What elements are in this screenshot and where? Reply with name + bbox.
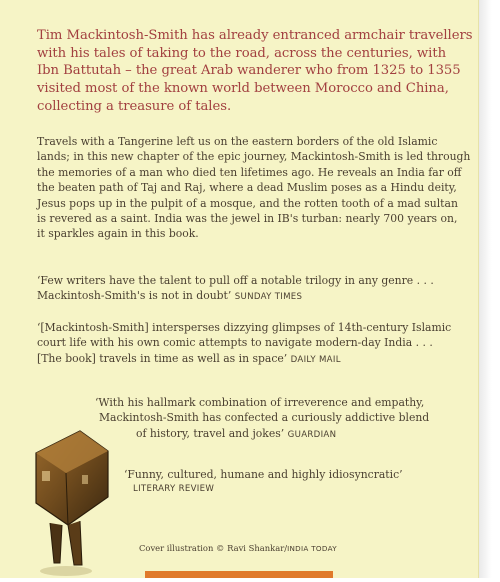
credit-source: INDIA TODAY xyxy=(287,544,337,553)
quote-line-text: [The book] travels in time as well as in space’ xyxy=(37,351,288,365)
blurb-line: collecting a treasure of tales. xyxy=(37,98,232,114)
quote-line xyxy=(37,351,451,368)
review-quote-literary-review xyxy=(124,467,403,498)
description xyxy=(37,134,471,242)
quote-line: ‘Funny, cultured, humane and highly idiosyncratic’ xyxy=(124,468,403,481)
quote-line-text: Mackintosh-Smith's is not in doubt’ xyxy=(37,289,232,303)
description-line: Travels with a Tangerine left us on the eastern borders of the old Islamic xyxy=(37,135,438,148)
quote-source: LITERARY REVIEW xyxy=(133,484,215,495)
description-line: the memories of a man who died ten lifetimes ago. He reveals an India far off xyxy=(37,165,462,179)
cover-illustration xyxy=(30,425,112,578)
description-line: the beaten path of Taj and Raj, where a dead Muslim poses as a Hindu deity, xyxy=(37,181,457,195)
page-edge xyxy=(479,0,500,578)
description-line: lands; in this new chapter of the epic journey, Mackintosh-Smith is led through xyxy=(37,150,471,164)
credit-text: Cover illustration © Ravi Shankar/ xyxy=(139,543,288,553)
quote-line: Mackintosh-Smith has confected a curiously addictive blend xyxy=(99,411,430,425)
spine-color-strip xyxy=(145,571,333,578)
description-line: Jesus pops up in the pulpit of a mosque, and the rotten tooth of a mad sultan xyxy=(37,196,458,210)
quote-source: GUARDIAN xyxy=(287,429,337,440)
blurb-line: Ibn Battutah – the great Arab wanderer who from 1325 to 1355 xyxy=(37,63,461,79)
quote-line: ‘With his hallmark combination of irreverence and empathy, xyxy=(95,396,425,409)
blurb-line: Tim Mackintosh-Smith has already entranced armchair travellers xyxy=(37,28,473,43)
quote-line-text: of history, travel and jokes’ xyxy=(136,426,285,440)
quote-line: ‘[Mackintosh-Smith] intersperses dizzying glimpses of 14th-century Islamic xyxy=(37,321,452,334)
blurb-line: visited most of the known world between Morocco and China, xyxy=(37,81,449,97)
quote-source: DAILY MAIL xyxy=(290,354,341,365)
review-quote-daily-mail xyxy=(37,320,451,368)
review-quote-guardian xyxy=(95,395,429,443)
description-line: it sparkles again in this book. xyxy=(37,227,199,241)
cover-credit xyxy=(139,543,337,553)
quote-line: court life with his own comic attempts to navigate modern-day India . . . xyxy=(37,336,433,350)
blurb-line: with his tales of taking to the road, across the centuries, with xyxy=(37,45,447,61)
description-line: is revered as a saint. India was the jewel in IB's turban: nearly 700 years on, xyxy=(37,212,458,226)
quote-line xyxy=(37,288,434,305)
blurb xyxy=(37,27,473,116)
review-quote-sunday-times xyxy=(37,273,434,306)
quote-line: ‘Few writers have the talent to pull off a notable trilogy in any genre . . . xyxy=(37,274,434,287)
quote-line xyxy=(95,426,429,443)
quote-source: SUNDAY TIMES xyxy=(234,292,303,303)
